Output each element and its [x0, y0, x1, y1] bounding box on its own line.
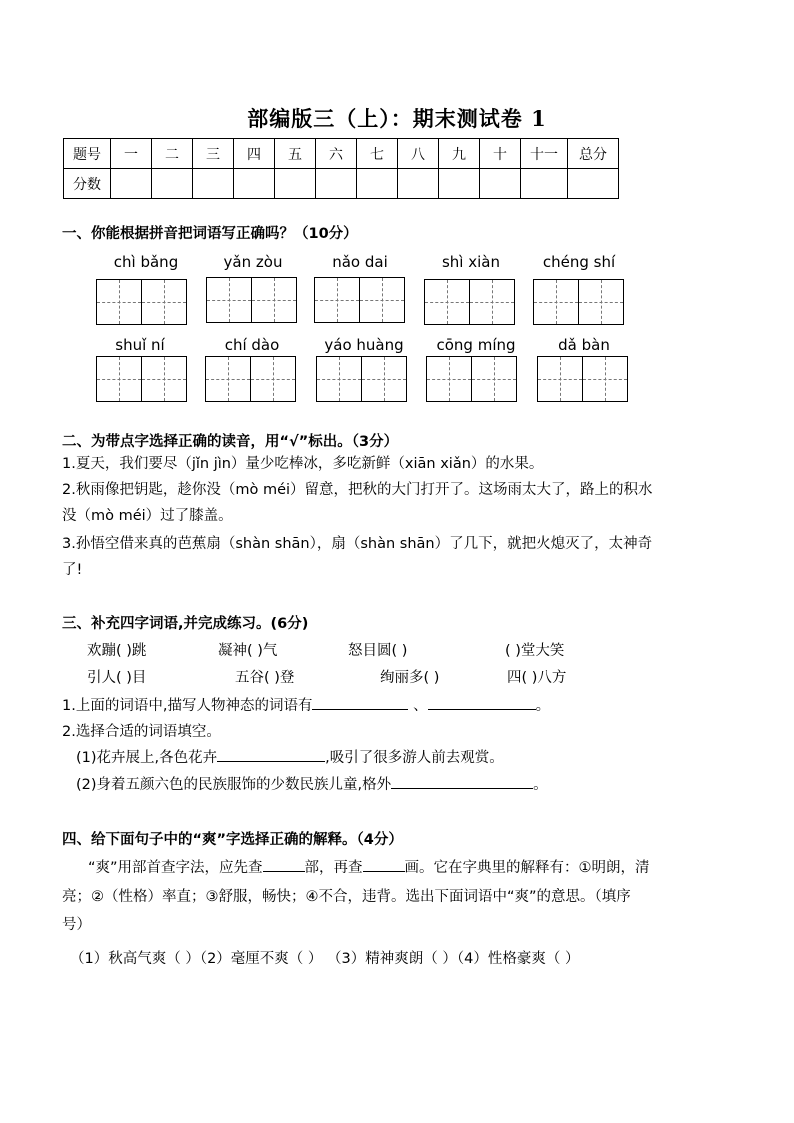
question-4-paragraph-end: 号） [62, 917, 91, 933]
question-text: (2)身着五颜六色的民族服饰的少数民族儿童,格外 [76, 777, 392, 793]
section-3-heading: 三、补充四字词语,并完成练习。(6分) [62, 616, 309, 632]
section-2-heading: 二、为带点字选择正确的读音，用“√”标出。（3分） [62, 434, 399, 450]
score-input-cell[interactable] [193, 169, 234, 199]
idiom-item: 凝神( )气 [218, 643, 278, 659]
question-text: 部，再查 [304, 860, 363, 876]
question-4-paragraph-cont: 亮；②（性格）率直；③舒服，畅快；④不合，违背。选出下面词语中“爽”的意思。（填序 [62, 889, 631, 905]
pinyin-label: chì bǎng [113, 253, 179, 271]
score-input-cell[interactable] [439, 169, 480, 199]
score-input-cell[interactable] [398, 169, 439, 199]
score-input-cell[interactable] [275, 169, 316, 199]
writing-grid[interactable] [424, 279, 514, 325]
question-text: “爽”用部首查字法，应先查 [88, 860, 263, 876]
score-table-score-row [64, 169, 619, 199]
score-input-cell[interactable] [111, 169, 152, 199]
question-text: 画。它在字典里的解释有：①明朗，清 [404, 860, 650, 876]
idiom-item: 四( )八方 [507, 670, 567, 686]
table-cell: 十 [480, 139, 521, 169]
table-cell: 题号 [64, 139, 111, 169]
score-input-cell[interactable] [357, 169, 398, 199]
score-input-cell[interactable] [568, 169, 619, 199]
question-2-3-cont: 了! [62, 562, 83, 578]
table-cell: 四 [234, 139, 275, 169]
pinyin-label: yáo huàng [324, 336, 404, 354]
pinyin-label: chí dào [224, 336, 280, 354]
pinyin-label: shuǐ ní [115, 336, 165, 354]
table-cell: 八 [398, 139, 439, 169]
score-input-cell[interactable] [152, 169, 193, 199]
punctuation: 。 [535, 698, 551, 714]
question-3-2-1 [76, 746, 504, 767]
question-3-1 [62, 694, 550, 715]
pinyin-label: chéng shí [542, 253, 616, 271]
idiom-item: ( )堂大笑 [505, 643, 565, 659]
pinyin-label: dǎ bàn [558, 336, 610, 354]
idiom-item: 欢蹦( )跳 [87, 643, 147, 659]
pinyin-label: nǎo dai [332, 253, 388, 271]
question-3-2-2 [76, 773, 548, 794]
table-cell: 六 [316, 139, 357, 169]
pinyin-label: yǎn zòu [223, 253, 283, 271]
question-2-2: 2.秋雨像把钥匙，趁你没（mò méi）留意，把秋的大门打开了。这场雨太大了，路上的积水 [62, 482, 653, 498]
question-text: (1)花卉展上,各色花卉 [76, 750, 218, 766]
table-cell: 九 [439, 139, 480, 169]
score-table [63, 138, 619, 199]
writing-grid[interactable] [537, 356, 627, 402]
question-text: 1.上面的词语中,描写人物神态的词语有 [62, 698, 313, 714]
table-cell: 一 [111, 139, 152, 169]
answer-blank[interactable] [428, 695, 536, 711]
separator: 、 [413, 698, 428, 714]
question-2-2-cont: 没（mò méi）过了膝盖。 [62, 508, 233, 524]
answer-blank[interactable] [312, 695, 408, 711]
question-4-paragraph [88, 856, 650, 877]
answer-blank[interactable] [217, 747, 325, 763]
idiom-item: 引人( )目 [87, 670, 147, 686]
table-cell: 五 [275, 139, 316, 169]
score-input-cell[interactable] [480, 169, 521, 199]
writing-grid[interactable] [426, 356, 516, 402]
section-4-heading: 四、给下面句子中的“爽”字选择正确的解释。（4分） [62, 832, 403, 848]
answer-blank[interactable] [391, 774, 533, 790]
page-title: 部编版三（上）：期末测试卷 1 [247, 106, 547, 131]
answer-blank[interactable] [363, 857, 405, 873]
section-1-heading: 一、你能根据拼音把词语写正确吗？（10分） [62, 226, 358, 242]
table-cell: 二 [152, 139, 193, 169]
question-2-3: 3.孙悟空借来真的芭蕉扇（shàn shān），扇（shàn shān）了几下，就把火熄灭了，太神奇 [62, 536, 653, 552]
pinyin-label: cōng míng [436, 336, 516, 354]
table-cell: 分数 [64, 169, 111, 199]
idiom-item: 绚丽多( ) [380, 670, 440, 686]
idiom-item: 五谷( )登 [235, 670, 295, 686]
writing-grid[interactable] [316, 356, 406, 402]
writing-grid[interactable] [205, 356, 295, 402]
writing-grid[interactable] [206, 277, 296, 323]
score-input-cell[interactable] [234, 169, 275, 199]
score-table-header-row [64, 139, 619, 169]
score-input-cell[interactable] [521, 169, 568, 199]
idiom-item: 怒目圆( ) [348, 643, 408, 659]
answer-blank[interactable] [263, 857, 305, 873]
table-cell: 十一 [521, 139, 568, 169]
table-cell: 三 [193, 139, 234, 169]
writing-grid[interactable] [96, 356, 186, 402]
question-text: ,吸引了很多游人前去观赏。 [325, 750, 504, 766]
table-cell: 总分 [568, 139, 619, 169]
question-4-items: （1）秋高气爽（ ）（2）毫厘不爽（ ） （3）精神爽朗（ ）（4）性格豪爽（ ） [70, 951, 580, 967]
table-cell: 七 [357, 139, 398, 169]
punctuation: 。 [533, 777, 548, 793]
question-2-1: 1.夏天，我们要尽（jǐn jìn）量少吃棒冰，多吃新鲜（xiān xiǎn）的水果。 [62, 456, 544, 472]
writing-grid[interactable] [533, 279, 623, 325]
score-input-cell[interactable] [316, 169, 357, 199]
question-3-2: 2.选择合适的词语填空。 [62, 724, 221, 740]
writing-grid[interactable] [314, 277, 404, 323]
pinyin-label: shì xiàn [441, 253, 500, 271]
writing-grid[interactable] [96, 279, 186, 325]
